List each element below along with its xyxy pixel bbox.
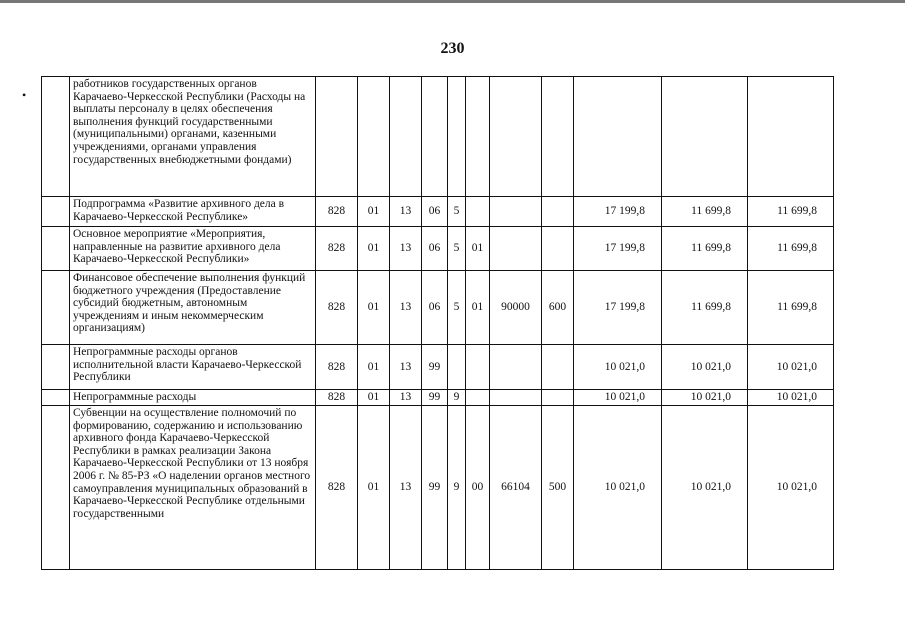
cell-amount-3: 11 699,8: [748, 227, 834, 271]
cell-amount-1: 10 021,0: [574, 390, 662, 406]
row-description: Подпрограмма «Развитие архивного дела в Карачаево-Черкесской Республике»: [70, 197, 316, 227]
cell-amount-3: 11 699,8: [748, 271, 834, 345]
cell-cs-direction: 90000: [490, 271, 542, 345]
row-margin-cell: [42, 406, 70, 570]
cell-amount-2: 10 021,0: [662, 345, 748, 390]
cell-ved: [316, 77, 358, 197]
row-margin-cell: [42, 77, 70, 197]
cell-amount-1: 10 021,0: [574, 406, 662, 570]
row-margin-cell: [42, 271, 70, 345]
cell-amount-1: 17 199,8: [574, 227, 662, 271]
cell-vr: [542, 227, 574, 271]
cell-cs-subprogram: 5: [448, 197, 466, 227]
cell-cs-program: 06: [422, 197, 448, 227]
cell-amount-3: 10 021,0: [748, 390, 834, 406]
cell-ved: 828: [316, 390, 358, 406]
cell-cs-subprogram: 9: [448, 390, 466, 406]
cell-rz: 01: [358, 197, 390, 227]
cell-rz: [358, 77, 390, 197]
cell-amount-2: 11 699,8: [662, 197, 748, 227]
cell-amount-3: 10 021,0: [748, 406, 834, 570]
row-margin-cell: [42, 197, 70, 227]
table-row: [42, 406, 834, 570]
cell-vr: [542, 77, 574, 197]
cell-pr: 13: [390, 406, 422, 570]
cell-cs-direction: [490, 77, 542, 197]
cell-pr: 13: [390, 390, 422, 406]
cell-cs-subprogram: [448, 345, 466, 390]
row-description: Финансовое обеспечение выполнения функций бюджетного учреждения (Предоставление субсидий бюджетным, автономным учреждениям и иным некоммерческим организациям): [70, 271, 316, 345]
cell-pr: [390, 77, 422, 197]
stray-mark: •: [22, 88, 27, 102]
cell-cs-subprogram: 5: [448, 271, 466, 345]
cell-cs-program: 06: [422, 227, 448, 271]
cell-vr: 500: [542, 406, 574, 570]
cell-pr: 13: [390, 271, 422, 345]
row-description: работников государственных органов Карачаево-Черкесской Республики (Расходы на выплаты персоналу в целях обеспечения выполнения функций государственными (муниципальными) органами, казенными учреждениями, органами управления государственных внебюджетными фондами): [70, 77, 316, 197]
cell-amount-2: 11 699,8: [662, 271, 748, 345]
cell-cs-event: 01: [466, 271, 490, 345]
cell-cs-direction: [490, 227, 542, 271]
table-row: [42, 197, 834, 227]
cell-cs-direction: 66104: [490, 406, 542, 570]
cell-amount-1: 17 199,8: [574, 271, 662, 345]
cell-ved: 828: [316, 271, 358, 345]
cell-cs-event: 01: [466, 227, 490, 271]
cell-ved: 828: [316, 345, 358, 390]
table-row: [42, 390, 834, 406]
cell-vr: [542, 197, 574, 227]
cell-amount-2: [662, 77, 748, 197]
cell-cs-subprogram: [448, 77, 466, 197]
cell-ved: 828: [316, 227, 358, 271]
cell-vr: [542, 345, 574, 390]
cell-amount-3: 10 021,0: [748, 345, 834, 390]
cell-rz: 01: [358, 345, 390, 390]
cell-amount-1: 10 021,0: [574, 345, 662, 390]
table-row: [42, 77, 834, 197]
row-margin-cell: [42, 227, 70, 271]
cell-cs-program: [422, 77, 448, 197]
page-number: 230: [440, 40, 465, 57]
cell-amount-3: 11 699,8: [748, 197, 834, 227]
cell-pr: 13: [390, 345, 422, 390]
cell-rz: 01: [358, 227, 390, 271]
cell-amount-2: 10 021,0: [662, 390, 748, 406]
cell-cs-direction: [490, 345, 542, 390]
row-margin-cell: [42, 345, 70, 390]
cell-vr: [542, 390, 574, 406]
cell-rz: 01: [358, 390, 390, 406]
cell-cs-event: 00: [466, 406, 490, 570]
budget-table: [41, 76, 834, 570]
row-description: Основное мероприятие «Мероприятия, направленные на развитие архивного дела Карачаево-Черкесской Республики»: [70, 227, 316, 271]
cell-cs-event: [466, 197, 490, 227]
cell-rz: 01: [358, 406, 390, 570]
cell-cs-event: [466, 390, 490, 406]
cell-pr: 13: [390, 197, 422, 227]
table-row: [42, 271, 834, 345]
cell-cs-program: 99: [422, 390, 448, 406]
row-description: Субвенции на осуществление полномочий по формированию, содержанию и использованию архивного фонда Карачаево-Черкесской Республики в рамках реализации Закона Карачаево-Черкесской Республики от 13 ноября 2006 г. № 85-РЗ «О наделении органов местного самоуправления муниципальных образований в Карачаево-Черкесской Республике отдельными государственными: [70, 406, 316, 570]
cell-amount-3: [748, 77, 834, 197]
cell-amount-2: 10 021,0: [662, 406, 748, 570]
cell-amount-2: 11 699,8: [662, 227, 748, 271]
table-row: [42, 227, 834, 271]
row-description: Непрограммные расходы органов исполнительной власти Карачаево-Черкесской Республики: [70, 345, 316, 390]
cell-pr: 13: [390, 227, 422, 271]
cell-cs-program: 99: [422, 406, 448, 570]
row-description: Непрограммные расходы: [70, 390, 316, 406]
cell-vr: 600: [542, 271, 574, 345]
row-margin-cell: [42, 390, 70, 406]
cell-cs-direction: [490, 390, 542, 406]
cell-cs-program: 99: [422, 345, 448, 390]
cell-cs-program: 06: [422, 271, 448, 345]
cell-cs-direction: [490, 197, 542, 227]
cell-ved: 828: [316, 197, 358, 227]
cell-cs-event: [466, 77, 490, 197]
cell-amount-1: 17 199,8: [574, 197, 662, 227]
page-top-edge: [0, 0, 905, 3]
table-row: [42, 345, 834, 390]
cell-ved: 828: [316, 406, 358, 570]
cell-cs-event: [466, 345, 490, 390]
cell-amount-1: [574, 77, 662, 197]
cell-cs-subprogram: 9: [448, 406, 466, 570]
cell-cs-subprogram: 5: [448, 227, 466, 271]
cell-rz: 01: [358, 271, 390, 345]
